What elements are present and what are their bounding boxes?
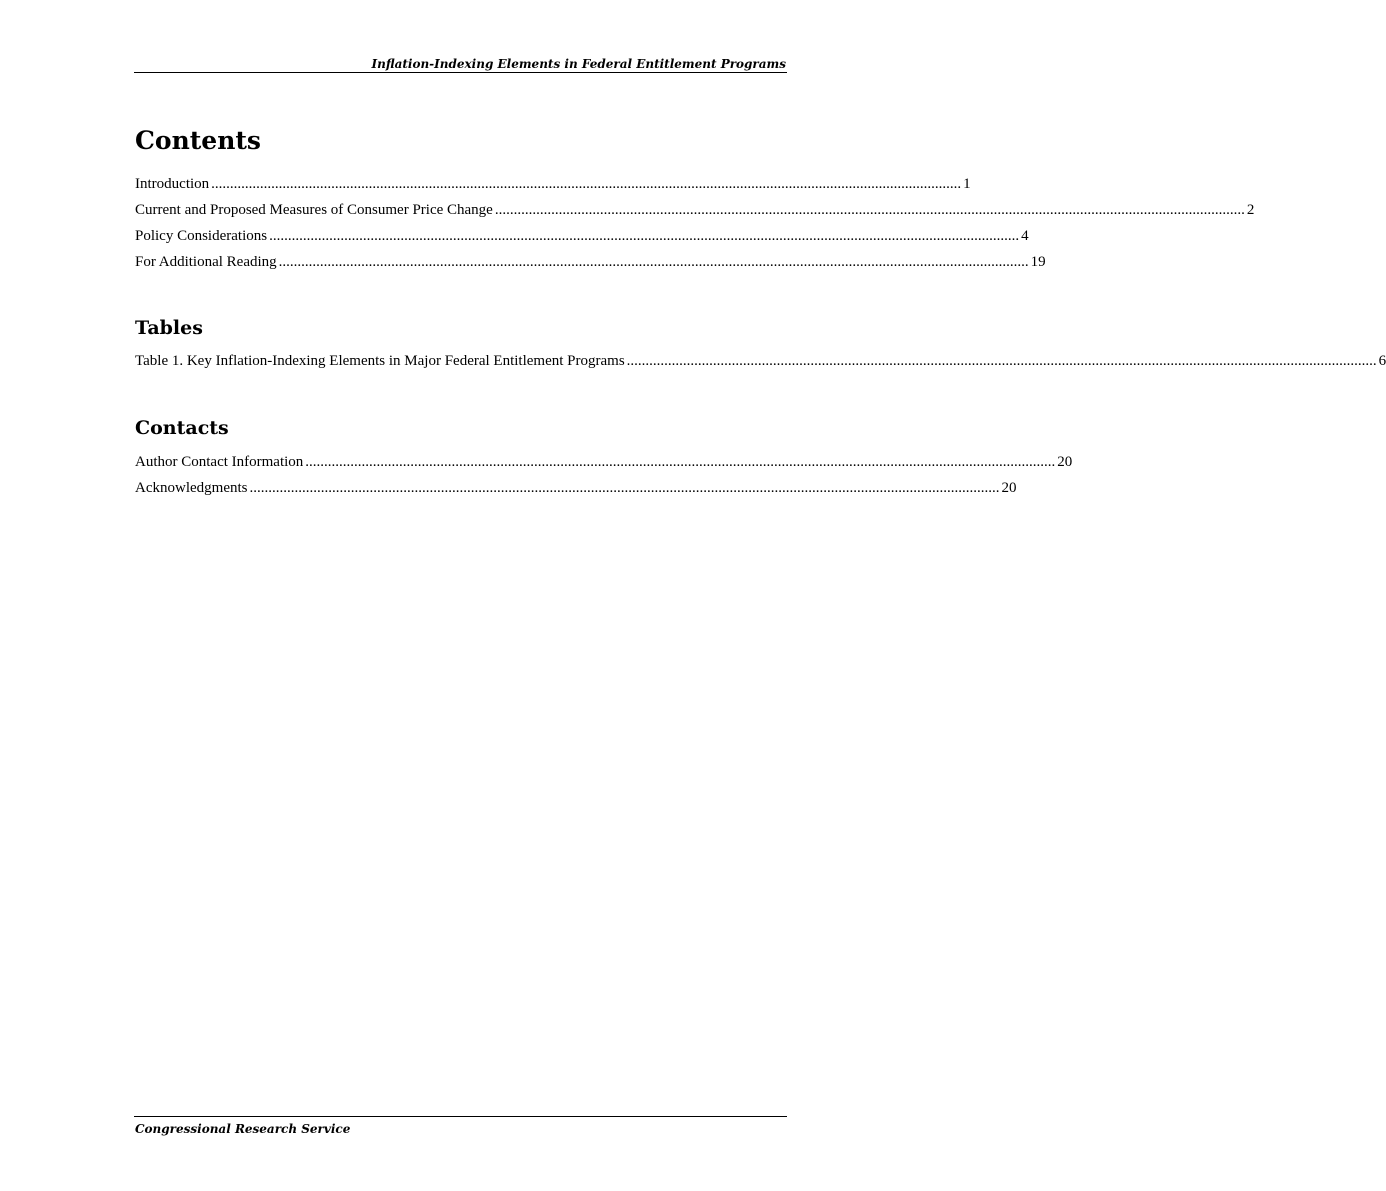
toc-entry-title: Introduction [135, 176, 210, 192]
dot-leader: ........................................................................................................................................................................................................ [305, 454, 1056, 470]
toc-entry[interactable] [135, 478, 1017, 504]
toc-entry-title: Author Contact Information [135, 454, 304, 470]
toc-entry-page: 20 [1001, 480, 1017, 496]
toc-entry-page: 6 [1378, 353, 1386, 369]
toc-entry-title: Policy Considerations [135, 228, 268, 244]
toc-entry-title: Acknowledgments [135, 480, 248, 496]
toc-entry[interactable] [135, 174, 971, 200]
contacts-list [135, 452, 1073, 504]
toc-entry-title: For Additional Reading [135, 254, 277, 270]
toc-entry[interactable] [135, 252, 1046, 278]
tables-heading: Tables [135, 317, 203, 339]
dot-leader: ........................................................................................................................................................................................................ [249, 480, 1000, 496]
dot-leader: ........................................................................................................................................................................................................ [278, 254, 1029, 270]
dot-leader: ........................................................................................................................................................................................................ [494, 202, 1245, 218]
tables-list [135, 351, 1386, 377]
dot-leader: ........................................................................................................................................................................................................ [626, 353, 1377, 369]
toc-entry-page: 2 [1246, 202, 1255, 218]
footer-rule [134, 1116, 787, 1117]
toc-entry-page: 4 [1021, 228, 1029, 244]
running-header: Inflation-Indexing Elements in Federal Entitlement Programs [371, 57, 786, 71]
toc-entry[interactable] [135, 200, 1255, 226]
running-footer: Congressional Research Service [135, 1122, 351, 1136]
dot-leader: ........................................................................................................................................................................................................ [269, 228, 1020, 244]
contents-heading: Contents [135, 126, 262, 155]
toc-entry[interactable] [135, 351, 1386, 377]
header-rule [134, 72, 787, 73]
contacts-heading: Contacts [135, 417, 229, 439]
toc-entry-page: 20 [1057, 454, 1073, 470]
toc-entry-title: Table 1. Key Inflation-Indexing Elements in Major Federal Entitlement Programs [135, 353, 625, 369]
contents-list [135, 174, 1255, 278]
toc-entry-page: 19 [1030, 254, 1046, 270]
dot-leader: ........................................................................................................................................................................................................ [211, 176, 962, 192]
toc-entry[interactable] [135, 226, 1029, 252]
toc-entry-title: Current and Proposed Measures of Consumer Price Change [135, 202, 493, 218]
toc-entry[interactable] [135, 452, 1073, 478]
toc-entry-page: 1 [963, 176, 971, 192]
